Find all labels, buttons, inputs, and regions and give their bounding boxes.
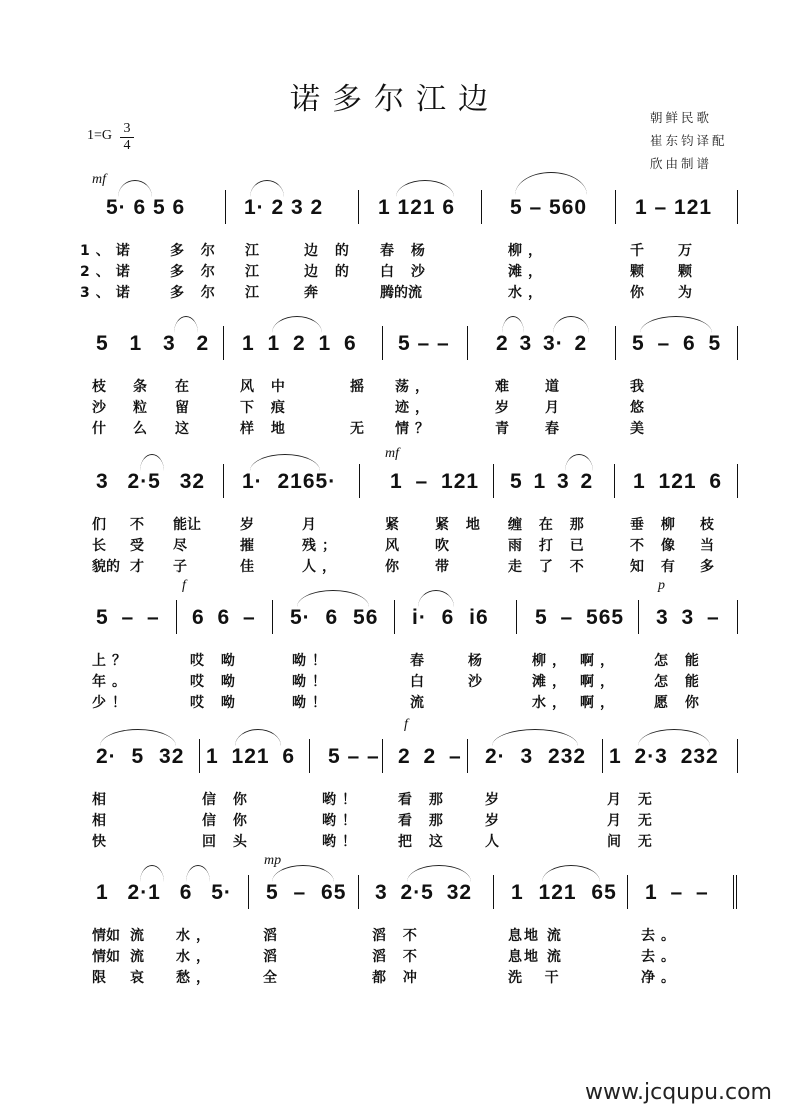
- lyric: 全: [263, 970, 283, 986]
- lyric: 摇: [350, 379, 370, 395]
- lyric: 柳，: [532, 653, 572, 669]
- lyric: 颗: [678, 264, 698, 280]
- lyric: 呦！: [292, 674, 332, 690]
- time-bottom: 4: [123, 138, 131, 153]
- lyric: 才: [130, 559, 150, 575]
- slur: [640, 316, 712, 333]
- lyric: 1、诺: [80, 243, 136, 259]
- lyric: 什: [92, 421, 112, 437]
- lyric: 知 有: [630, 559, 681, 575]
- barline: [199, 739, 200, 773]
- lyric: 流: [130, 928, 150, 944]
- lyric-line-3: [0, 282, 790, 304]
- barline: [737, 326, 738, 360]
- barline: [467, 739, 468, 773]
- measure: 1 121 6: [378, 196, 456, 219]
- measure: 1· 2165·: [242, 470, 337, 493]
- lyric: 水，: [508, 285, 548, 301]
- lyric: 哟！: [322, 792, 362, 808]
- barline: [481, 190, 482, 224]
- slur: [515, 172, 587, 195]
- lyric: 岁: [485, 792, 505, 808]
- dynamic-mark: p: [658, 578, 665, 593]
- measure: 3 2·5 32: [96, 470, 206, 493]
- lyric: 去。: [641, 928, 681, 944]
- credit-translator: 崔东钧译配: [650, 133, 728, 148]
- lyric: 你: [385, 559, 405, 575]
- barline: [737, 190, 738, 224]
- lyric-line-1: [0, 925, 790, 947]
- credit-origin: 朝鲜民歌: [650, 110, 713, 125]
- lyric: 佳: [240, 559, 260, 575]
- lyric: 能让: [173, 517, 201, 533]
- measure: 5 – 565: [535, 606, 625, 629]
- lyric: 哀: [130, 970, 150, 986]
- measure: 5 – –: [398, 332, 450, 355]
- lyric: 江: [245, 264, 265, 280]
- page-title: 诺多尔江边: [290, 82, 500, 117]
- barline: [516, 600, 517, 634]
- lyric: 风 中: [240, 379, 291, 395]
- barline: [615, 190, 616, 224]
- lyric: 风: [385, 538, 405, 554]
- lyric: 春: [410, 653, 430, 669]
- lyric: 愿 你: [654, 695, 705, 711]
- lyric: 多 尔: [170, 264, 221, 280]
- dynamic-mark: mf: [92, 172, 106, 187]
- barline: [309, 739, 310, 773]
- dynamic-mark: mf: [385, 446, 399, 461]
- lyric: 滔 不: [372, 928, 423, 944]
- lyric: 子: [173, 559, 193, 575]
- slur: [565, 454, 593, 471]
- lyric-line-2: [0, 397, 790, 419]
- lyric: 哟！: [322, 834, 362, 850]
- measure: 1 – –: [645, 881, 709, 904]
- lyric: 情？: [395, 421, 435, 437]
- barline: [627, 875, 628, 909]
- lyric: 啊，: [580, 674, 620, 690]
- lyric: 怎 能: [654, 653, 705, 669]
- lyric: 无: [350, 421, 370, 437]
- lyric: 奔: [304, 285, 324, 301]
- lyric: 柳，: [508, 243, 548, 259]
- lyric: 啊，: [580, 695, 620, 711]
- lyric: 月: [545, 400, 565, 416]
- measure: 5 1 3 2: [510, 470, 594, 493]
- lyric: 限: [92, 970, 112, 986]
- measure: 1 – 121: [390, 470, 480, 493]
- slur: [492, 729, 578, 746]
- slur: [407, 865, 471, 882]
- barline: [737, 600, 738, 634]
- time-top: 3: [120, 121, 134, 138]
- measure: 5 – 65: [266, 881, 347, 904]
- lyric: 流: [130, 949, 150, 965]
- lyric: 条: [133, 379, 153, 395]
- lyric: 边 的: [304, 243, 355, 259]
- measure: 1 – 121: [635, 196, 713, 219]
- lyric: 回 头: [202, 834, 253, 850]
- lyric: 受: [130, 538, 150, 554]
- barline: [248, 875, 249, 909]
- measure: 5· 6 56: [290, 606, 379, 629]
- lyric: 上？: [92, 653, 132, 669]
- measure: 6 6 –: [192, 606, 256, 629]
- lyric: 枝: [92, 379, 112, 395]
- measure: 2 2 –: [398, 745, 462, 768]
- lyric: 滩，: [532, 674, 572, 690]
- lyric: 颗: [630, 264, 650, 280]
- lyric: 哎 呦: [190, 695, 241, 711]
- lyric: 怎 能: [654, 674, 705, 690]
- slur: [272, 316, 322, 333]
- lyric: 吹: [435, 538, 455, 554]
- lyric: 道: [545, 379, 565, 395]
- lyric: 貌的: [92, 559, 120, 575]
- lyric: 情如: [92, 928, 120, 944]
- lyric: 美: [630, 421, 650, 437]
- measure: 2· 5 32: [96, 745, 185, 768]
- measure: 5 – 560: [510, 196, 588, 219]
- measure: 5 – –: [96, 606, 160, 629]
- lyric: 杨: [468, 653, 488, 669]
- lyric: 不: [130, 517, 150, 533]
- lyric: 在: [175, 379, 195, 395]
- lyric-line-2: [0, 671, 790, 693]
- lyric: 流: [410, 695, 430, 711]
- lyric: 净。: [641, 970, 681, 986]
- lyric: 滔: [263, 928, 283, 944]
- lyric: 紧 地: [435, 517, 486, 533]
- lyric-line-3: [0, 692, 790, 714]
- barline: [737, 464, 738, 498]
- slur: [250, 180, 284, 197]
- lyric-line-1: [0, 650, 790, 672]
- lyric: 3、诺: [80, 285, 136, 301]
- slur: [297, 590, 369, 607]
- barline: [382, 739, 383, 773]
- measure: 5 – 6 5: [632, 332, 722, 355]
- slur: [100, 729, 176, 746]
- lyric: 月 无: [607, 813, 658, 829]
- slur: [118, 180, 152, 197]
- slur: [396, 180, 454, 197]
- lyric: 水，: [176, 928, 216, 944]
- lyric-line-1: [0, 789, 790, 811]
- lyric: 春: [545, 421, 565, 437]
- lyric: 月 无: [607, 792, 658, 808]
- slur: [418, 590, 454, 607]
- lyric: 去。: [641, 949, 681, 965]
- lyric: 信 你: [202, 792, 253, 808]
- lyric: 间 无: [607, 834, 658, 850]
- lyric: 迹，: [395, 400, 435, 416]
- dynamic-mark: f: [182, 578, 186, 593]
- lyric: 水，: [176, 949, 216, 965]
- lyric-line-3: [0, 967, 790, 989]
- final-barline: [733, 875, 743, 909]
- credits: [650, 106, 728, 175]
- lyric: 们: [92, 517, 112, 533]
- slur: [638, 729, 710, 746]
- lyric: 万: [678, 243, 698, 259]
- barline: [223, 464, 224, 498]
- lyric: 呦！: [292, 653, 332, 669]
- measure: 5· 6 5 6: [106, 196, 186, 219]
- lyric: 息地 流: [508, 928, 563, 944]
- lyric: 尽: [173, 538, 193, 554]
- lyric-line-3: [0, 418, 790, 440]
- lyric: 相: [92, 792, 112, 808]
- lyric-line-2: [0, 535, 790, 557]
- slur: [272, 865, 334, 882]
- time-signature: [120, 121, 134, 154]
- lyric: 快: [92, 834, 112, 850]
- measure: 1 2·3 232: [609, 745, 719, 768]
- lyric: 息地 流: [508, 949, 563, 965]
- barline: [223, 326, 224, 360]
- barline: [225, 190, 226, 224]
- lyric: 把 这: [398, 834, 449, 850]
- lyric: 月: [302, 517, 322, 533]
- barline: [615, 326, 616, 360]
- lyric: 看 那: [398, 792, 449, 808]
- lyric: 沙: [468, 674, 488, 690]
- lyric: 悠: [630, 400, 650, 416]
- lyric: 枝: [700, 517, 720, 533]
- lyric: 人: [485, 834, 505, 850]
- lyric: 都 冲: [372, 970, 423, 986]
- lyric-line-3: [0, 556, 790, 578]
- slur: [186, 865, 210, 882]
- barline: [493, 464, 494, 498]
- slur: [553, 316, 589, 333]
- lyric: 滩，: [508, 264, 548, 280]
- lyric: 岁: [485, 813, 505, 829]
- credit-notation: 欣由制谱: [650, 156, 713, 171]
- measure: 5 – –: [328, 745, 380, 768]
- lyric: 滔 不: [372, 949, 423, 965]
- lyric: 我: [630, 379, 650, 395]
- slur: [502, 316, 524, 333]
- key-signature: 1=G: [87, 128, 113, 143]
- barline: [359, 464, 360, 498]
- barline: [382, 326, 383, 360]
- barline: [358, 875, 359, 909]
- lyric: 岁: [495, 400, 515, 416]
- slur: [235, 729, 281, 746]
- lyric-line-2: [0, 810, 790, 832]
- lyric: 愁，: [176, 970, 216, 986]
- lyric: 残；: [302, 538, 342, 554]
- measure: i· 6 i6: [412, 606, 489, 629]
- lyric: 不 像: [630, 538, 681, 554]
- barline: [493, 875, 494, 909]
- lyric: 沙: [92, 400, 112, 416]
- dynamic-mark: mp: [264, 853, 282, 868]
- barline: [358, 190, 359, 224]
- lyric-line-1: [0, 240, 790, 262]
- measure: 1 121 6: [206, 745, 296, 768]
- lyric: 啊，: [580, 653, 620, 669]
- lyric: 摧: [240, 538, 260, 554]
- measure: 1 121 6: [633, 470, 723, 493]
- lyric: 白: [410, 674, 430, 690]
- slur: [140, 865, 164, 882]
- lyric: 信 你: [202, 813, 253, 829]
- measure: 1 2·1 6 5·: [96, 881, 232, 904]
- barline: [602, 739, 603, 773]
- lyric: 多: [700, 559, 720, 575]
- lyric: 粒: [133, 400, 153, 416]
- lyric: 看 那: [398, 813, 449, 829]
- lyric: 腾的流: [380, 285, 422, 301]
- lyric: 走 了 不: [508, 559, 590, 575]
- lyric: 哎 呦: [190, 674, 241, 690]
- measure: 5 1 3 2: [96, 332, 210, 355]
- lyric: 么: [133, 421, 153, 437]
- lyric: 多 尔: [170, 243, 221, 259]
- lyric: 江: [245, 285, 265, 301]
- lyric: 下 痕: [240, 400, 291, 416]
- barline: [737, 739, 738, 773]
- lyric: 缠 在 那: [508, 517, 590, 533]
- measure: 1 1 2 1 6: [242, 332, 357, 355]
- lyric: 样 地: [240, 421, 291, 437]
- barline: [638, 600, 639, 634]
- lyric: 长: [92, 538, 112, 554]
- slur: [250, 454, 320, 471]
- lyric: 你: [630, 285, 650, 301]
- lyric-line-2: [0, 946, 790, 968]
- barline: [272, 600, 273, 634]
- lyric: 边 的: [304, 264, 355, 280]
- lyric-line-2: [0, 261, 790, 283]
- measure: 2· 3 232: [485, 745, 587, 768]
- barline: [394, 600, 395, 634]
- lyric-line-3: [0, 831, 790, 853]
- barline: [614, 464, 615, 498]
- lyric: 留: [175, 400, 195, 416]
- lyric: 千: [630, 243, 650, 259]
- lyric: 洗 干: [508, 970, 561, 986]
- lyric-line-1: [0, 514, 790, 536]
- lyric: 呦！: [292, 695, 332, 711]
- measure: 2 3 3· 2: [496, 332, 588, 355]
- lyric: 哎 呦: [190, 653, 241, 669]
- measure: 3 3 –: [656, 606, 720, 629]
- watermark-url: www.jcqupu.com: [585, 1080, 772, 1105]
- measure: 1· 2 3 2: [244, 196, 324, 219]
- slur: [140, 454, 164, 471]
- lyric: 雨 打 已: [508, 538, 590, 554]
- lyric: 情如: [92, 949, 120, 965]
- slur: [174, 316, 198, 333]
- lyric: 为: [678, 285, 698, 301]
- lyric: 2、诺: [80, 264, 136, 280]
- lyric: 这: [175, 421, 195, 437]
- lyric: 当: [700, 538, 720, 554]
- lyric: 紧: [385, 517, 405, 533]
- lyric: 带: [435, 559, 455, 575]
- lyric: 相: [92, 813, 112, 829]
- measure: 3 2·5 32: [375, 881, 473, 904]
- lyric: 水，: [532, 695, 572, 711]
- slur: [542, 865, 600, 882]
- lyric: 哟！: [322, 813, 362, 829]
- measure: 1 121 65: [511, 881, 617, 904]
- lyric: 少！: [92, 695, 132, 711]
- lyric: 滔: [263, 949, 283, 965]
- dynamic-mark: f: [404, 717, 408, 732]
- barline: [176, 600, 177, 634]
- lyric: 青: [495, 421, 515, 437]
- lyric: 白 沙: [380, 264, 431, 280]
- lyric: 江: [245, 243, 265, 259]
- lyric: 岁: [240, 517, 260, 533]
- lyric: 春 杨: [380, 243, 431, 259]
- lyric: 多 尔: [170, 285, 221, 301]
- lyric: 年。: [92, 674, 132, 690]
- lyric: 垂 柳: [630, 517, 681, 533]
- barline: [467, 326, 468, 360]
- lyric: 人，: [302, 559, 342, 575]
- lyric-line-1: [0, 376, 790, 398]
- lyric: 难: [495, 379, 515, 395]
- lyric: 荡，: [395, 379, 435, 395]
